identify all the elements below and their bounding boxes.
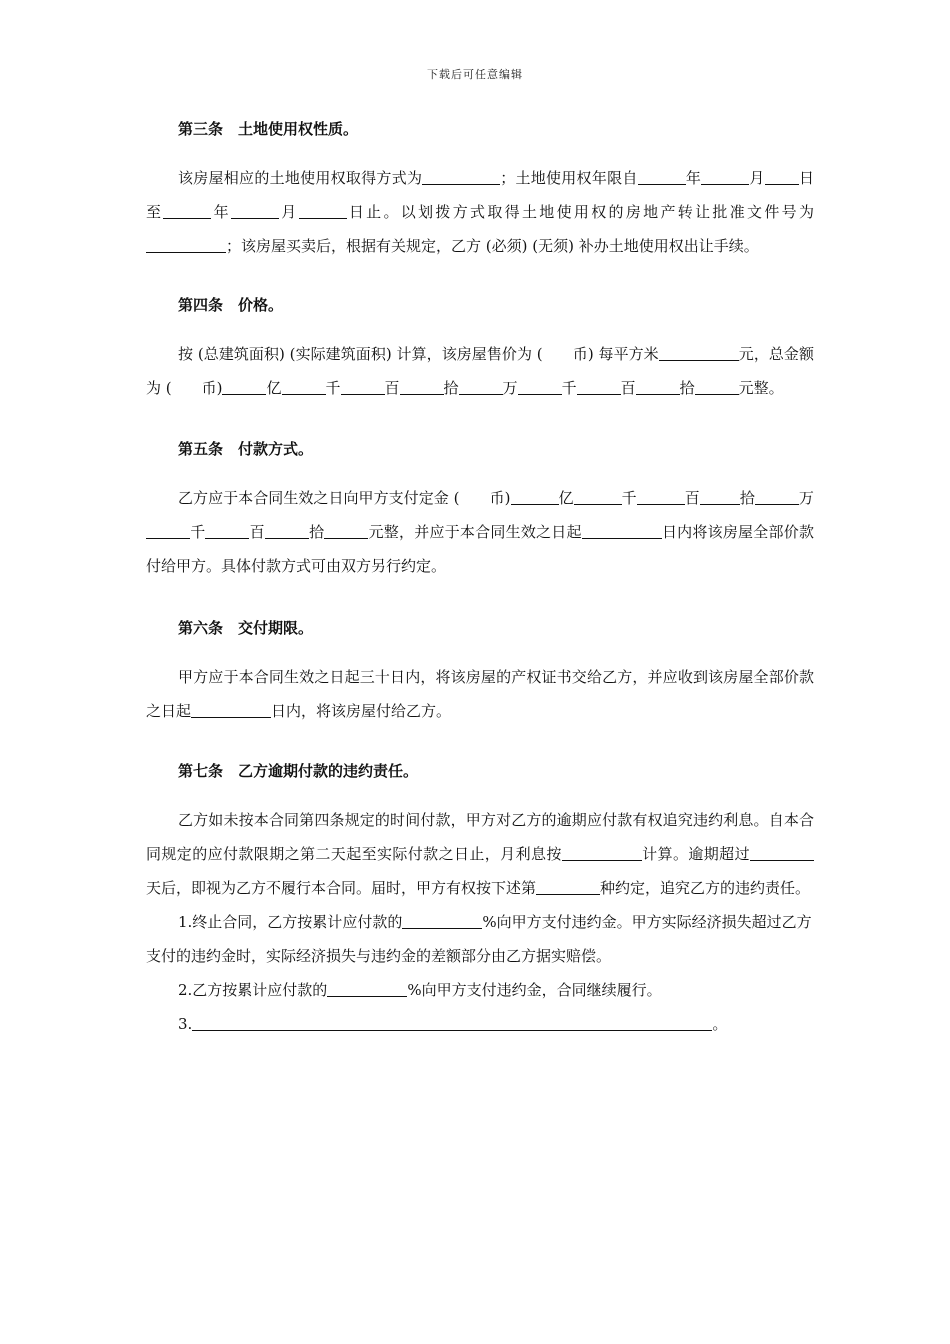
article-3-heading: 第三条 土地使用权性质。 [178, 120, 359, 138]
blank-field[interactable] [755, 488, 799, 505]
blank-field[interactable] [265, 522, 309, 539]
article-6-heading: 第六条 交付期限。 [178, 619, 314, 637]
blank-field[interactable] [562, 844, 642, 861]
blank-field[interactable] [511, 488, 559, 505]
blank-field[interactable] [765, 168, 799, 185]
blank-field[interactable] [422, 168, 500, 185]
article-4-text: 按 (总建筑面积) (实际建筑面积) 计算，该房屋售价为 ( 币) 每平方米 元，总金额为 ( 币) 亿 千 百 拾 万 千 百 拾 元整。 [146, 345, 814, 397]
blank-field[interactable] [324, 522, 368, 539]
blank-field[interactable] [282, 378, 326, 395]
article-7-heading: 第七条 乙方逾期付款的违约责任。 [178, 762, 419, 780]
blank-field[interactable] [222, 378, 266, 395]
blank-field[interactable] [636, 378, 680, 395]
blank-field[interactable] [700, 488, 740, 505]
article-7-item-3: 3. 。 [178, 1015, 728, 1033]
blank-field[interactable] [327, 980, 407, 997]
blank-field[interactable] [231, 202, 279, 219]
article-7-text: 乙方如未按本合同第四条规定的时间付款，甲方对乙方的逾期应付款有权追究违约利息。自本合同规定的应付款限期之第二天起至实际付款之日止，月利息按 计算。逾期超过天后，即视为乙方不履行本合同。届时，甲方有权按下述第 种约定，追究乙方的违约责任。 [146, 811, 814, 897]
blank-field[interactable] [638, 168, 686, 185]
blank-field[interactable] [146, 236, 226, 253]
blank-field[interactable] [299, 202, 347, 219]
blank-field[interactable] [146, 522, 190, 539]
blank-field[interactable] [701, 168, 749, 185]
article-6-text: 甲方应于本合同生效之日起三十日内，将该房屋的产权证书交给乙方，并应收到该房屋全部价款之日起 日内，将该房屋付给乙方。 [146, 668, 814, 720]
article-3-text: 该房屋相应的土地使用权取得方式为 ；土地使用权年限自 年 月 日至 年 月 日止。以划拨方式取得土地使用权的房地产转让批准文件号为；该房屋买卖后，根据有关规定，乙方 (必须) (无须) 补办土地使用权出让手续。 [146, 169, 814, 255]
blank-field[interactable] [574, 488, 622, 505]
blank-field[interactable] [582, 522, 662, 539]
blank-field[interactable] [205, 522, 249, 539]
article-5-heading: 第五条 付款方式。 [178, 440, 314, 458]
blank-field[interactable] [750, 844, 814, 861]
page-header: 下载后可任意编辑 [427, 68, 523, 81]
blank-field[interactable] [637, 488, 685, 505]
document-body [146, 118, 814, 1041]
article-7-item-2: 2.乙方按累计应付款的 %向甲方支付违约金，合同继续履行。 [178, 981, 662, 999]
blank-field[interactable] [191, 701, 271, 718]
blank-field[interactable] [459, 378, 503, 395]
article-5-text: 乙方应于本合同生效之日向甲方支付定金 ( 币) 亿 千 百 拾 万千 百 拾 元整，并应于本合同生效之日起 日内将该房屋全部价款付给甲方。具体付款方式可由双方另行约定。 [146, 489, 814, 575]
blank-field[interactable] [577, 378, 621, 395]
blank-field[interactable] [536, 878, 600, 895]
blank-field[interactable] [163, 202, 211, 219]
blank-field[interactable] [402, 912, 482, 929]
article-4-heading: 第四条 价格。 [178, 296, 284, 314]
blank-field[interactable] [659, 344, 739, 361]
blank-field[interactable] [192, 1014, 712, 1031]
blank-field[interactable] [341, 378, 385, 395]
blank-field[interactable] [518, 378, 562, 395]
article-7-item-1: 1.终止合同，乙方按累计应付款的 %向甲方支付违约金。甲方实际经济损失超过乙方支付的违约金时，实际经济损失与违约金的差额部分由乙方据实赔偿。 [146, 913, 812, 965]
blank-field[interactable] [400, 378, 444, 395]
blank-field[interactable] [695, 378, 739, 395]
